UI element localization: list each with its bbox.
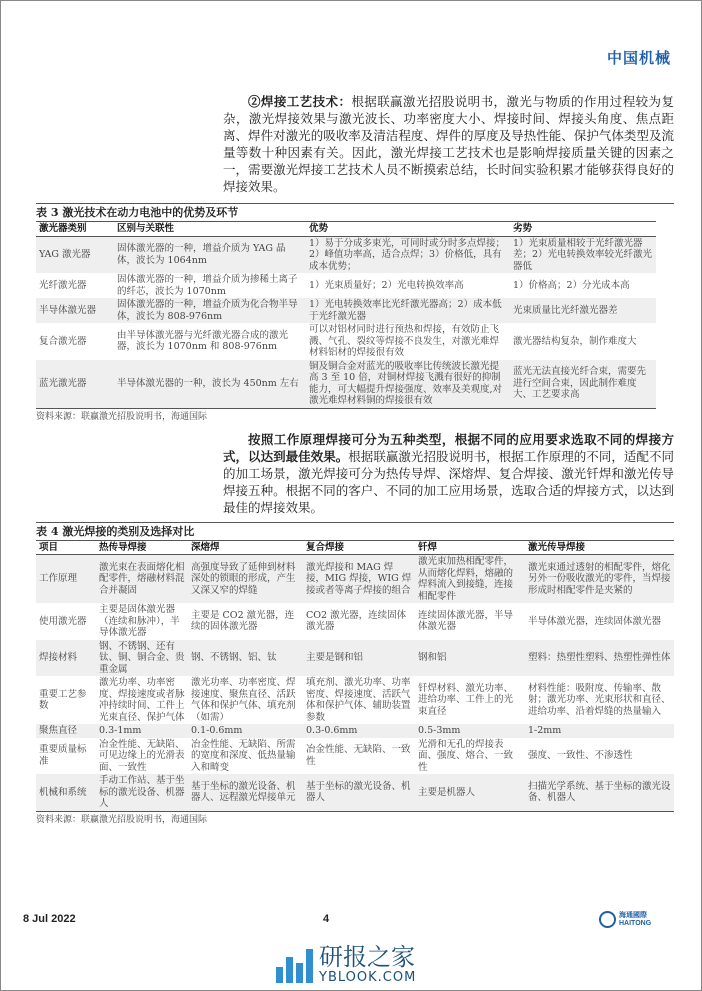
column-header: 热传导焊接 [96, 540, 188, 555]
table3-title: 表 3 激光技术在动力电池中的优势及环节 [36, 203, 674, 220]
paragraph-welding-process [223, 93, 674, 195]
row-label: 工作原理 [36, 555, 96, 604]
table3-source: 资料来源：联赢激光招股说明书，海通国际 [36, 411, 208, 422]
table-cell: 激光束通过透射的相配零件，熔化另外一份吸收激光的零件，当焊接形成时相配零件是夹紧的 [525, 555, 674, 604]
paragraph-body: 根据联赢激光招股说明书，根据工作原理的不同，适配不同的加工场景，激光焊接可分为热传导焊、深熔焊、复合焊接、激光钎焊和激光传导焊接五种。根据不同的客户、不同的加工应用场景，选取合适的焊接方式，以达到最佳的焊接效果。 [223, 448, 674, 515]
table-cell: 1）光电转换效率比光纤激光器高；2）成本低于光纤激光器 [306, 298, 510, 323]
column-header: 激光器类别 [36, 222, 114, 237]
table-cell: 铜及铜合金对蓝光的吸收率比传统波长激光提高 3 至 10 倍，对铜材焊接飞溅有很好的抑制能力，可大幅提升焊接强度、效率及美观度,对激光难焊材料铜的焊接很有效 [306, 360, 510, 409]
table4 [36, 540, 674, 812]
column-header: 优势 [306, 222, 510, 237]
table-cell: 0.5-3mm [415, 724, 525, 738]
table-cell: CO2 激光器，连续固体激光器 [306, 609, 407, 633]
table-cell: 0.3-1mm [96, 724, 188, 738]
table-row [36, 555, 674, 604]
table-cell: 主要是 CO2 激光器，连续的固体激光器 [191, 609, 295, 633]
table-row [36, 774, 674, 811]
table-cell: 钢和铝 [415, 640, 525, 677]
chart-bars-icon [276, 947, 313, 983]
table-cell: 连续固体激光器，半导体激光器 [418, 609, 514, 633]
table-row [36, 603, 674, 640]
table-cell: 主要是机器人 [415, 774, 525, 811]
row-label: 复合激光器 [39, 335, 87, 347]
table-cell: 高强度导致了延伸到材料深处的锁眼的形成，产生又深又窄的焊缝 [188, 555, 303, 604]
table-row [36, 360, 656, 409]
watermark [276, 944, 416, 985]
table-cell: 光束质量比光纤激光器差 [510, 298, 656, 323]
column-header: 激光传导焊接 [525, 540, 674, 555]
haitong-logo-icon [599, 911, 616, 928]
row-label: 光纤激光器 [39, 279, 87, 291]
watermark-cn: 研报之家 [319, 943, 415, 971]
table-cell: 填充剂、激光功率、功率密度、焊接速度、活跃气体和保护气体、辅助装置参数 [306, 677, 411, 723]
table-row [36, 273, 656, 298]
table-row [36, 236, 656, 273]
paragraph-lead: ②焊接工艺技术： [248, 94, 352, 109]
table-cell: 强度、一致性、不渗透性 [528, 750, 633, 761]
table-cell: 可以对铝材同时进行预热和焊接，有效防止飞溅、气孔、裂纹等焊接不良发生，对激光难焊材料铝材的焊接很有效 [309, 324, 500, 358]
table-cell: 1）光束质量好；2）光电转换效率高 [309, 279, 464, 291]
paragraph-body: 根据联赢激光招股说明书，激光与物质的作用过程较为复杂，激光焊接效果与激光波长、功率密度大小、焊接时间、焊接头角度、焦点距离、焊件对激光的吸收率及清洁程度、焊件的厚度及导热性能、保护气体类型及流量等数十种因素有关。因此，激光焊接工艺技术也是影响焊接质量关键的因素之一，需要激光焊接工艺技术人员不断摸索总结，长时间实验积累才能够获得良好的焊接效果。 [223, 94, 674, 194]
table-row [36, 676, 674, 724]
row-label: 焊接材料 [36, 640, 96, 677]
table-cell: 1）价格高；2）分光成本高 [513, 279, 630, 291]
row-label: 使用激光器 [39, 615, 87, 627]
table-cell: 钢、不锈钢、铝、钛 [188, 640, 303, 677]
table-cell: 激光焊接和 MAG 焊接，MIG 焊接，WIG 焊接或者等离子焊接的组合 [303, 555, 415, 604]
table-row [36, 738, 674, 775]
column-header: 区别与关联性 [114, 222, 306, 237]
table-cell: 基于坐标的激光设备、机器人、远程激光焊接单元 [188, 774, 303, 811]
row-label: 蓝光激光器 [36, 360, 114, 409]
table-cell: 主要是钢和铝 [303, 640, 415, 677]
table-cell: 由半导体激光器与光纤激光器合成的激光器，波长为 1070nm 和 808-976nm [117, 329, 289, 353]
table-row [36, 640, 674, 677]
row-label: 聚焦直径 [36, 724, 96, 738]
table-cell: 半导体激光器，连续固体激光器 [528, 615, 662, 627]
row-label: 重要质量标准 [39, 744, 87, 767]
table-cell: 蓝光无法直接光纤合束，需要先进行空间合束，因此制作难度大、工艺要求高 [510, 360, 656, 409]
table-cell: 塑料：热塑性塑料、热塑性弹性体 [525, 640, 674, 677]
table-cell: 基于坐标的激光设备、机器人 [303, 774, 415, 811]
table-cell: 冶金性能、无缺陷、可见边缘上的光滑表面、一致性 [99, 738, 185, 773]
footer-date: 8 Jul 2022 [23, 913, 76, 925]
page-number: 4 [323, 913, 330, 925]
table4-title: 表 4 激光焊接的类别及选择对比 [36, 522, 674, 539]
column-header: 钎焊 [415, 540, 525, 555]
logo-cn: 海通國際 [619, 911, 647, 919]
table-row [36, 298, 656, 323]
column-header: 劣势 [510, 222, 656, 237]
row-label: 重要工艺参数 [39, 688, 87, 711]
table3 [36, 221, 656, 409]
table-cell: 1-2mm [525, 724, 674, 738]
table-cell: 0.1-0.6mm [188, 724, 303, 738]
table-cell: 光滑和无孔的焊接表面、强度、熔合、一致性 [418, 738, 514, 773]
paragraph-lead: 按照工作原理焊接可分为五种类型，根据不同的应用要求选取不同的焊接方式，以达到最佳效果。 [223, 431, 674, 464]
table-cell: 激光束在表面熔化相配零件，熔融材料混合并凝固 [96, 555, 188, 604]
table-cell: 手动工作站、基于坐标的激光设备、机器人 [96, 774, 188, 811]
row-label: 半导体激光器 [36, 298, 114, 323]
watermark-en: YBLOOK.COM [319, 970, 417, 985]
table-cell: 半导体激光器的一种，波长为 450nm 左右 [114, 360, 306, 409]
column-header: 项目 [36, 540, 96, 555]
table-cell: 主要是固体激光器（连续和脉冲），半导体激光器 [99, 604, 180, 638]
table-cell: 材料性能：吸附度、传输率、散射；激光功率、光束形状和直径、进给功率、沿着焊缝的热量输入 [528, 682, 671, 717]
row-label: 机械和系统 [36, 774, 96, 811]
table-cell: 1）易于分成多束光，可同时或分时多点焊接；2）峰值功率高，适合点焊；3）价格低，具有成本优势； [306, 236, 510, 273]
table-cell: 固体激光器的一种，增益介质为掺稀土离子的纤芯，波长为 1070nm [117, 274, 298, 297]
table-cell: 冶金性能、无缺陷、一致性 [306, 744, 411, 767]
page-content [36, 93, 674, 826]
table-cell: 激光功率、功率密度、焊接速度、聚焦直径、活跃气体和保护气体、填充剂（如需） [191, 677, 296, 723]
table-cell: 1）光束质量相较于光纤激光器差；2）光电转换效率较光纤激光器低 [510, 236, 656, 273]
table-cell: 扫描光学系统、基于坐标的激光设备、机器人 [525, 774, 674, 811]
table-cell: 激光束加热相配零件，从而熔化焊料，熔融的焊料流入到接缝，连接相配零件 [415, 555, 525, 604]
row-label: YAG 激光器 [36, 236, 114, 273]
table-row [36, 724, 674, 738]
table-cell: 钢、不锈钢、还有钛、铜、铜合金、贵重金属 [96, 640, 188, 677]
table-cell: 固体激光器的一种，增益介质为化合物半导体，波长为 808-976nm [114, 298, 306, 323]
section-header: 中国机械 [606, 49, 671, 67]
logo-en: HAITONG [619, 919, 652, 927]
table-cell: 冶金性能、无缺陷、所需的宽度和深度、低热量输入和畸变 [191, 738, 296, 773]
haitong-logo [599, 911, 651, 928]
paragraph-welding-types [223, 431, 674, 516]
table-cell: 0.3-0.6mm [303, 724, 415, 738]
table-cell: 钎焊材料、激光功率、进给功率、工件上的光束直径 [418, 682, 514, 717]
table-cell: 激光器结构复杂，制作难度大 [513, 335, 637, 347]
column-header: 复合焊接 [303, 540, 415, 555]
column-header: 深熔焊 [188, 540, 303, 555]
table-row [36, 323, 656, 360]
table-cell: 激光功率、功率密度、焊接速度或者脉冲持续时间、工件上光束直径、保护气体 [99, 677, 185, 723]
table-cell: 固体激光器的一种，增益介质为 YAG 晶体，波长为 1064nm [114, 236, 306, 273]
table4-source: 资料来源：联赢激光招股说明书，海通国际 [36, 814, 208, 825]
